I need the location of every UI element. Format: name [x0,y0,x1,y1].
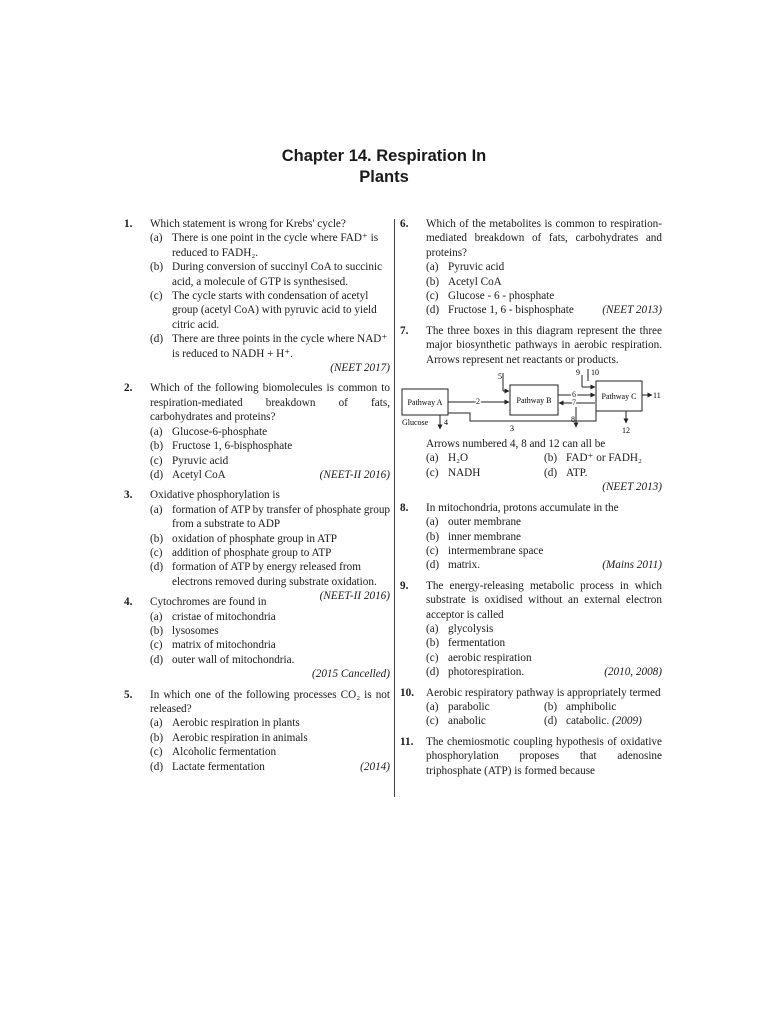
option-c[interactable]: (c) Glucose - 6 - phosphate [426,290,555,303]
page-title [0,146,768,188]
options-grid [426,700,662,729]
option-a[interactable]: (a) There is one point in the cycle where FAD⁺ is reduced to FADH₂. [150,232,379,259]
arrow-3-label: 3 [510,424,514,434]
option-c[interactable]: (c) matrix of mitochondria [150,639,276,652]
question-text: Which of the metabolites is common to respiration-mediated breakdown of fats, carbohydrates and proteins? [426,218,662,259]
pathway-diagram-svg [400,369,662,435]
arrow-7-label: 7 [572,398,576,408]
option-a[interactable]: (a) H₂O [426,452,469,465]
right-column [400,217,662,784]
question-number: 3. [124,489,133,502]
option-c[interactable]: (c) Pyruvic acid [150,454,229,467]
question-number: 2. [124,382,133,395]
option-b[interactable]: (b) lysosomes [150,624,219,637]
column-divider [394,219,395,797]
exam-source: (2015 Cancelled) [312,668,390,681]
options-grid [426,451,662,480]
question-number: 6. [400,218,409,230]
option-a[interactable]: (a) parabolic [426,700,490,713]
question-prompt: Arrows numbered 4, 8 and 12 can all be [426,438,606,451]
option-b[interactable]: (b) Aerobic respiration in animals [150,731,308,744]
question-number: 5. [124,688,133,701]
option-a[interactable]: (a) formation of ATP by transfer of phosphate group from a substrate to ADP [150,503,391,531]
option-d[interactable]: (d) matrix. (Mains 2011) [426,559,662,572]
option-b[interactable]: (b) Acetyl CoA [426,275,502,288]
option-b[interactable]: (b) Fructose 1, 6-bisphosphate [150,440,293,453]
exam-source: (NEET 2017) [330,362,390,375]
pathway-c-label: Pathway C [601,392,637,402]
question-5 [124,688,390,774]
question-text: Cytochromes are found in [150,596,267,609]
option-d[interactable]: (d) There are three points in the cycle where NAD⁺ is reduced to NADH + H⁺. [150,333,388,360]
option-d[interactable]: (d) photorespiration. (2010, 2008) [426,666,662,679]
option-c[interactable]: (c) intermembrane space [426,544,544,557]
option-d[interactable]: (d) Lactate fermentation (2014) [150,760,390,773]
option-b[interactable]: (b) FAD⁺ or FADH₂ [544,452,642,465]
arrow-5-label: 5 [498,372,502,382]
question-text: In which one of the following processes CO₂ is not released? [150,688,390,715]
pathway-b-label: Pathway B [516,396,552,406]
question-number: 9. [400,579,409,592]
question-number: 11. [400,735,414,748]
arrow-11-label: 11 [653,391,661,401]
exam-source: (2014) [360,760,390,773]
exam-source: (Mains 2011) [602,559,662,572]
option-d[interactable]: (d) formation of ATP by energy released from electrons removed during substrate oxidation. (NEET-II 2016) [150,561,390,603]
question-7 [400,324,662,495]
option-d[interactable]: (d) Acetyl CoA (NEET-II 2016) [150,468,390,481]
arrow-4-label: 4 [444,418,448,428]
question-8 [400,501,662,573]
exam-source: (NEET 2013) [602,304,662,317]
option-b[interactable]: (b) amphibolic [544,700,617,713]
arrow-12-label: 12 [622,426,630,436]
question-text: The chemiosmotic coupling hypothesis of oxidative phosphorylation proposes that adenosine triphosphate (ATP) is formed because [426,735,662,777]
option-c[interactable]: (c) aerobic respiration [426,651,532,664]
option-c[interactable]: (c) The cycle starts with condensation of acetyl group (acetyl CoA) with pyruvic acid to yield citric acid. [150,290,377,331]
question-text: Which statement is wrong for Krebs' cycle? [150,218,346,230]
option-d[interactable]: (d) catabolic. (2009) [544,715,642,728]
exam-source: (2009) [611,715,642,728]
question-4 [124,595,390,681]
question-text: Oxidative phosphorylation is [150,489,280,502]
option-a[interactable]: (a) outer membrane [426,516,521,529]
left-column [124,217,390,780]
option-a[interactable]: (a) Glucose-6-phosphate [150,425,268,438]
question-9 [400,579,662,680]
question-text: Aerobic respiratory pathway is appropriately termed [426,686,661,699]
question-10 [400,686,662,729]
glucose-label: Glucose [402,418,429,428]
question-number: 10. [400,686,414,699]
option-d[interactable]: (d) Fructose 1, 6 - bisphosphate (NEET 2013) [426,304,662,317]
exam-source: (NEET 2013) [602,481,662,494]
option-c[interactable]: (c) anabolic [426,715,486,728]
option-a[interactable]: (a) cristae of mitochondria [150,610,276,623]
option-b[interactable]: (b) oxidation of phosphate group in ATP [150,532,338,545]
pathway-diagram [400,369,662,435]
arrow-9-label: 9 [576,369,580,378]
question-number: 7. [400,324,409,337]
question-text: The three boxes in this diagram represent the three major biosynthetic pathways in aerobic respiration. Arrows represent net reactants or products. [426,324,662,366]
arrow-8-label: 8 [571,415,575,425]
exam-source: (NEET-II 2016) [319,468,390,481]
option-b[interactable]: (b) inner membrane [426,530,521,543]
arrow-6-label: 6 [572,390,576,400]
option-c[interactable]: (c) Alcoholic fermentation [150,746,277,759]
question-11 [400,735,662,778]
option-d[interactable]: (d) ATP. [544,466,588,479]
option-d[interactable]: (d) outer wall of mitochondria. [150,653,295,666]
question-text: In mitochondria, protons accumulate in the [426,501,619,514]
exam-source: (NEET-II 2016) [319,590,390,603]
option-a[interactable]: (a) Pyruvic acid [426,261,505,274]
option-a[interactable]: (a) Aerobic respiration in plants [150,717,300,730]
question-number: 1. [124,218,133,230]
question-1 [124,217,390,375]
question-6 [400,217,662,318]
arrow-10-label: 10 [591,369,599,378]
question-text: Which of the following biomolecules is common to respiration-mediated breakdown of fats, carbohydrates and proteins? [150,382,390,424]
option-c[interactable]: (c) addition of phosphate group to ATP [150,546,332,559]
question-2 [124,381,390,482]
question-number: 4. [124,596,133,609]
title-line-1: Chapter 14. Respiration In [281,147,487,165]
option-a[interactable]: (a) glycolysis [426,622,494,635]
pathway-a-label: Pathway A [407,398,443,408]
question-text: The energy-releasing metabolic process in which substrate is oxidised without an external electron acceptor is called [426,579,662,621]
option-b[interactable]: (b) fermentation [426,637,506,650]
option-c[interactable]: (c) NADH [426,466,481,479]
option-b[interactable]: (b) During conversion of succinyl CoA to succinic acid, a molecule of GTP is synthesised. [150,261,383,288]
title-line-2: Plants [359,168,409,186]
question-number: 8. [400,501,409,514]
exam-source: (2010, 2008) [604,666,662,679]
arrow-2-label: 2 [476,397,480,407]
